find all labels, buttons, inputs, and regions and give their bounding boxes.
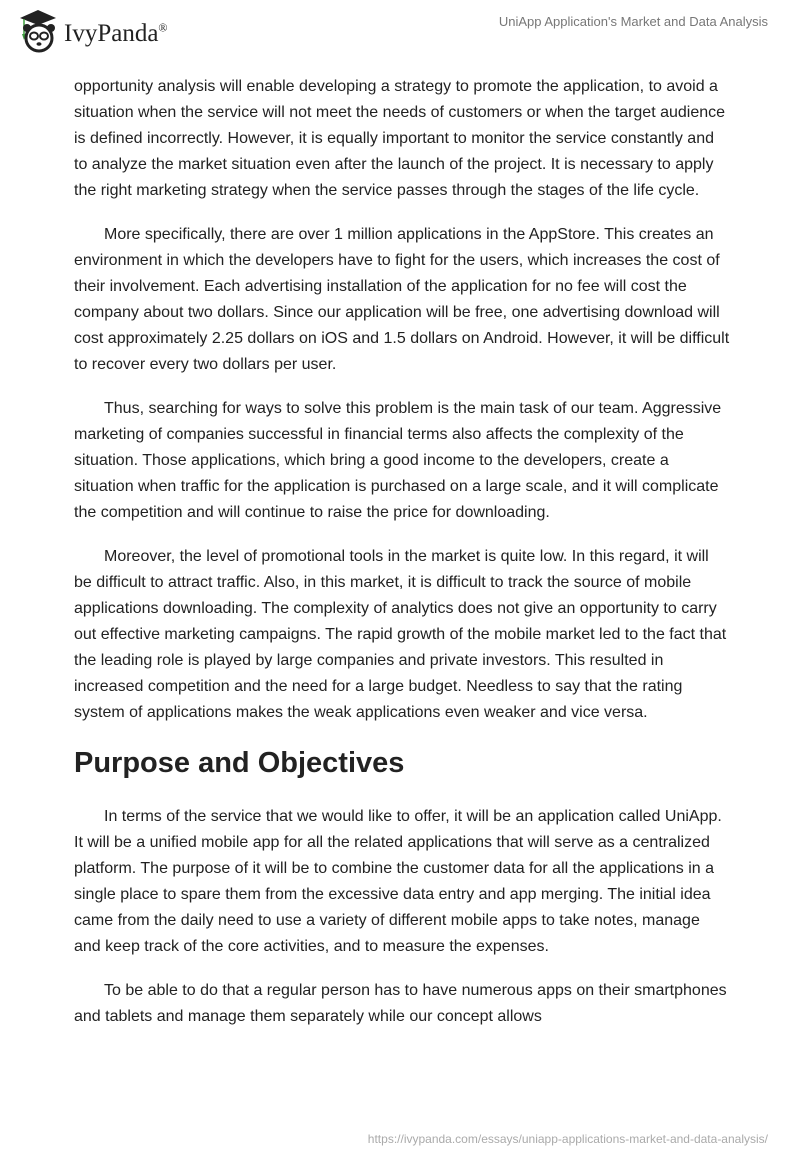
essay-body — [74, 74, 730, 1048]
page-header — [0, 0, 800, 60]
paragraph: To be able to do that a regular person has to have numerous apps on their smartphones and tablets and manage them separately while our concept allows — [74, 982, 727, 1025]
paragraph: Moreover, the level of promotional tools in the market is quite low. In this regard, it will be difficult to attract traffic. Also, in this market, it is difficult to track the source of mobile applications downloading. The complexity of analytics does not give an opportunity to carry out effective marketing campaigns. The rapid growth of the mobile market led to the fact that the leading role is played by large companies and private investors. This resulted in increased competition and the need for a large budget. Needless to say that the rating system of applications makes the weak applications even weaker and vice versa. — [74, 548, 727, 721]
paragraph: In terms of the service that we would like to offer, it will be an application called UniApp. It will be a unified mobile app for all the related applications that will serve as a centralized platform. The purpose of it will be to combine the customer data for all the applications in a single place to spare them from the excessive data entry and app merging. The initial idea came from the daily need to use a variety of different mobile apps to take notes, manage and keep track of the core activities, and to measure the expenses. — [74, 808, 722, 955]
logo-text: IvyPanda® — [64, 20, 168, 47]
paragraph: Thus, searching for ways to solve this problem is the main task of our team. Aggressive marketing of companies successful in financial terms also affects the complexity of the situation. Those applications, which bring a good income to the developers, create a situation when traffic for the application is purchased on a large scale, and it will complicate the competition and will continue to raise the price for downloading. — [74, 400, 722, 521]
paragraph: More specifically, there are over 1 million applications in the AppStore. This creates an environment in which the developers have to fight for the users, which increases the cost of their involvement. Each advertising installation of the application for no fee will cost the company about two dollars. Since our application will be free, one advertising download will cost approximately 2.25 dollars on iOS and 1.5 dollars on Android. However, it will be difficult to recover every two dollars per user. — [74, 226, 730, 373]
paragraph: opportunity analysis will enable developing a strategy to promote the application, to avoid a situation when the service will not meet the needs of customers or when the target audience is defined incorrectly. However, it is equally important to monitor the service constantly and to analyze the market situation even after the launch of the project. It is necessary to apply the right marketing strategy when the service passes through the stages of the life cycle. — [74, 78, 726, 199]
ivypanda-logo[interactable] — [18, 8, 168, 54]
section-heading: Purpose and Objectives — [74, 747, 405, 779]
document-title: UniApp Application's Market and Data Analysis — [498, 14, 768, 29]
source-url[interactable]: https://ivypanda.com/essays/uniapp-applications-market-and-data-analysis/ — [367, 1132, 768, 1146]
panda-graduate-icon — [18, 8, 58, 54]
